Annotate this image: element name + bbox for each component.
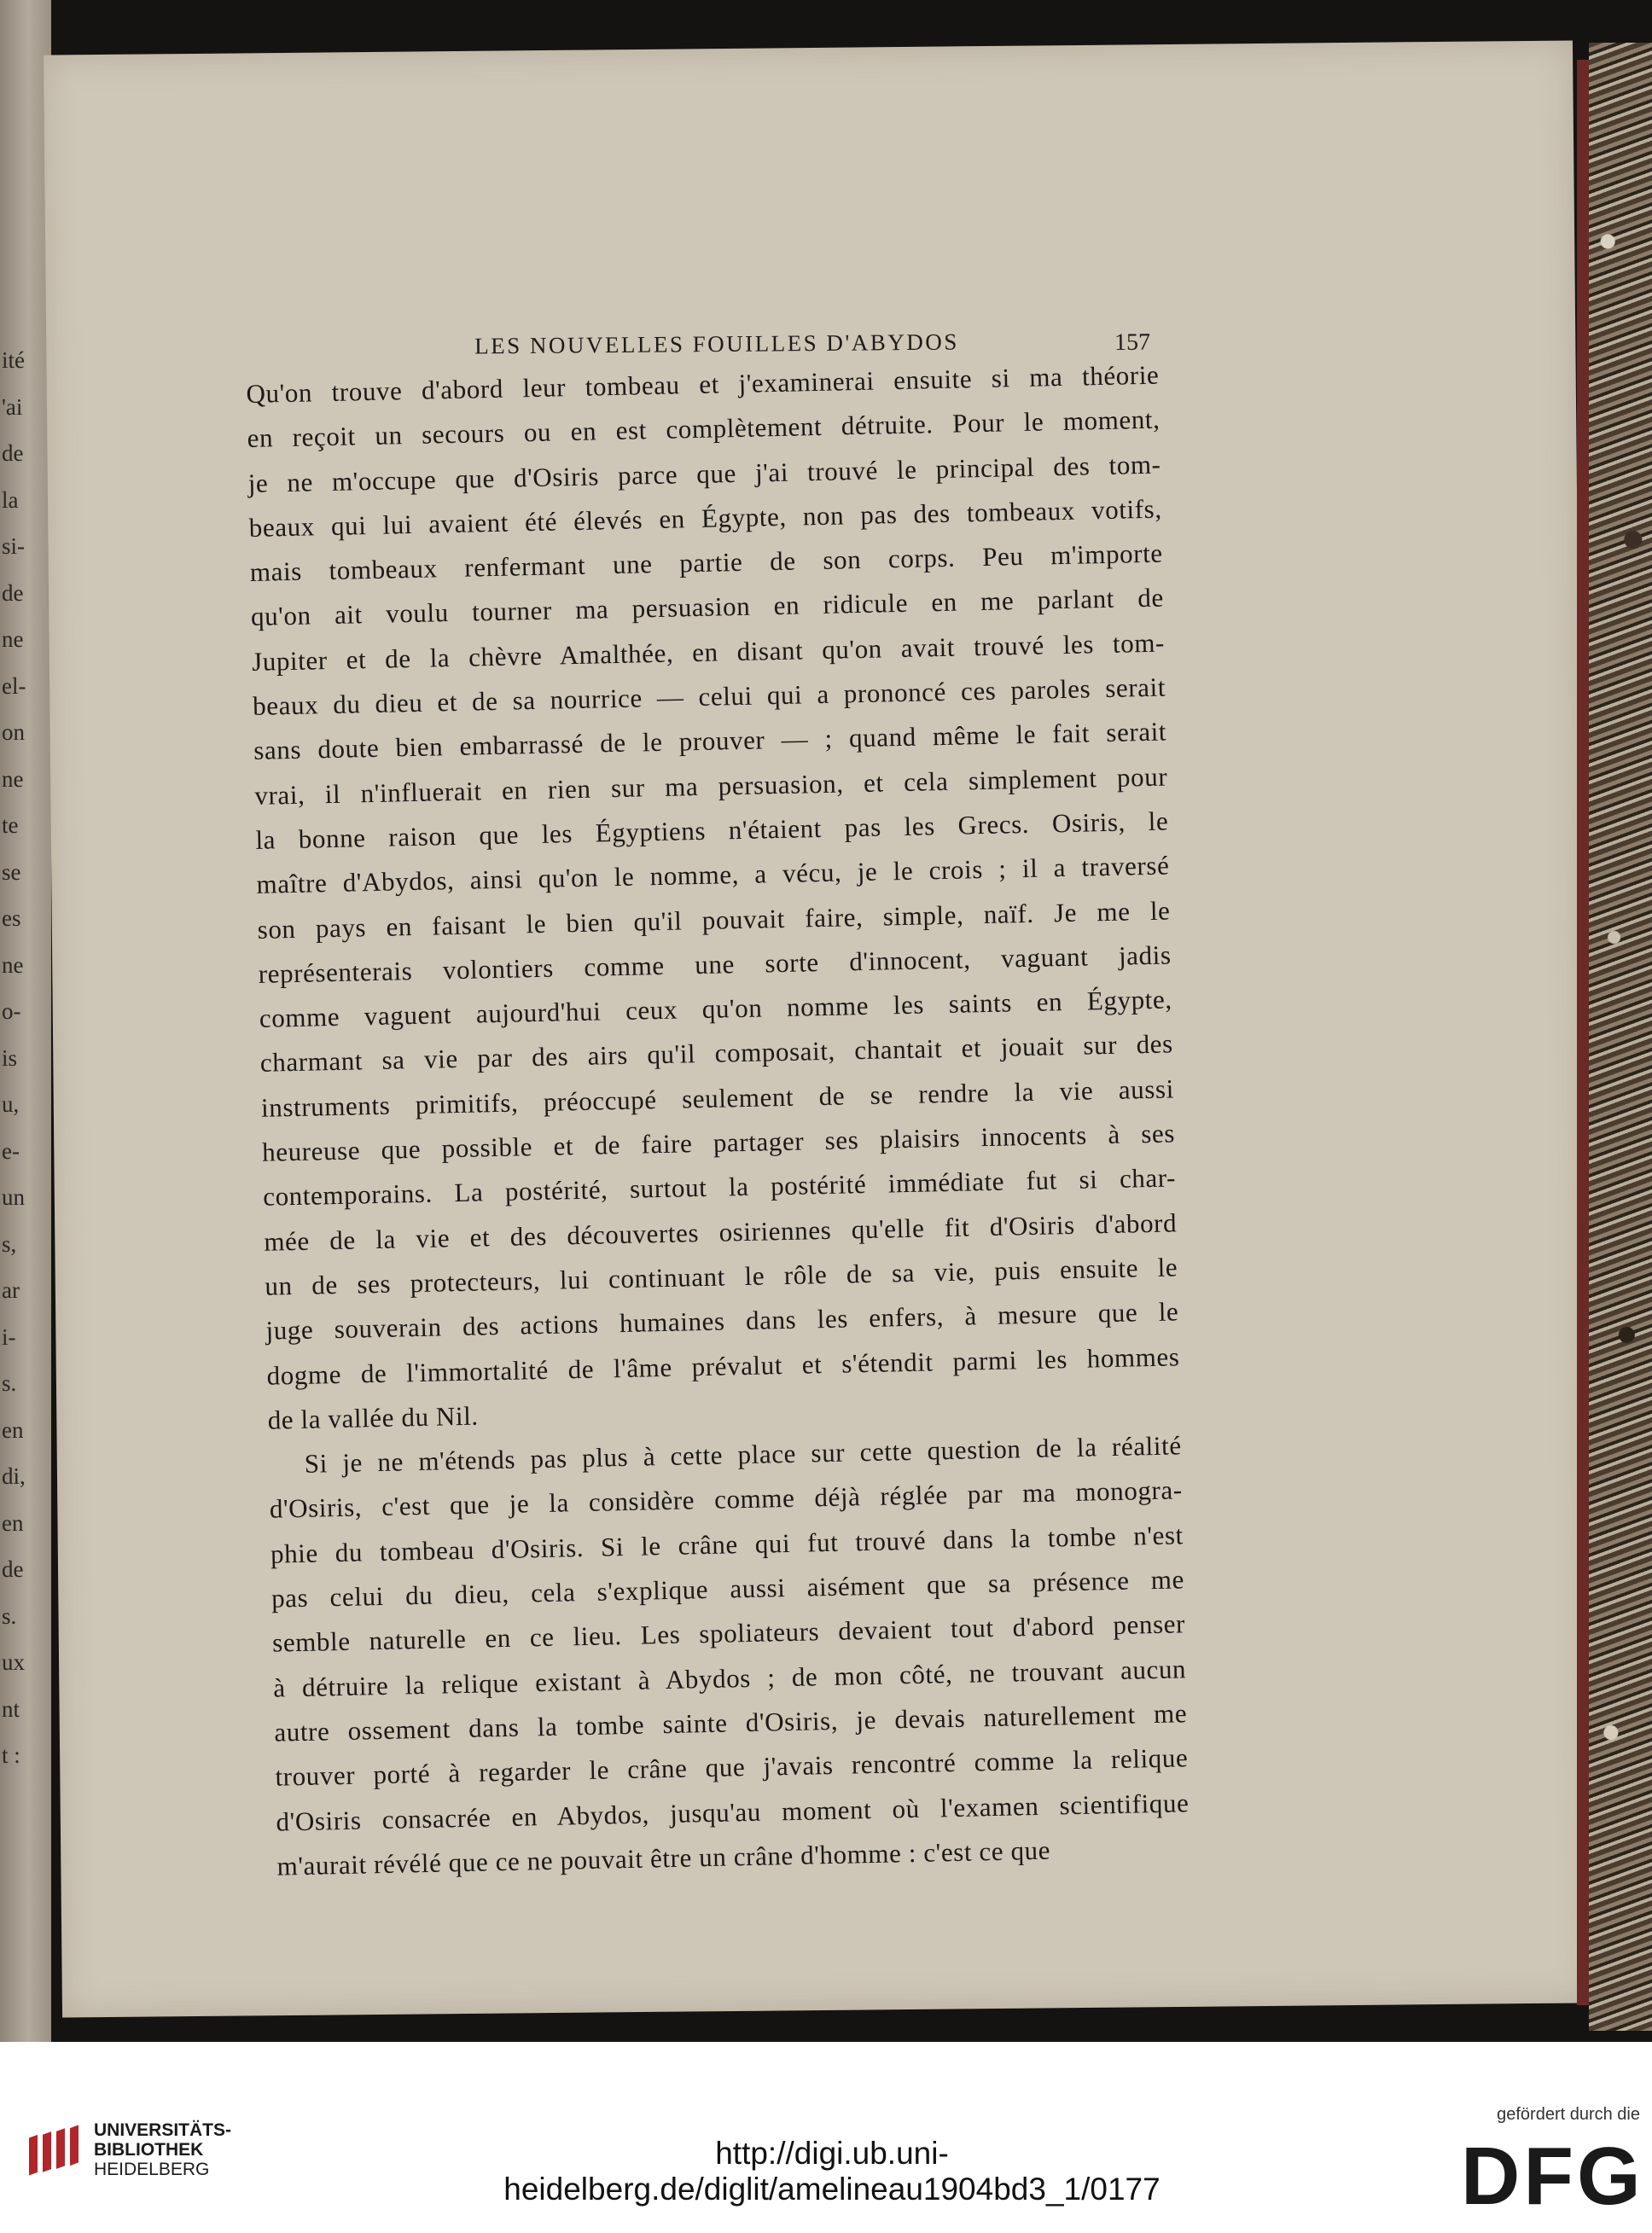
previous-page-fragment: nt: [2, 1695, 20, 1722]
text-line: son pays en faisant le bien qu'il pouvait faire, simple, naïf. Je me le: [257, 895, 1171, 945]
text-line: qu'on ait voulu tourner ma persuasion en ridicule en me parlant de: [250, 583, 1165, 632]
text-line: Si je ne m'étends pas plus à cette place sur cette question de la réalité: [304, 1430, 1182, 1479]
previous-page-fragment: t :: [2, 1742, 20, 1768]
text-line: autre ossement dans la tombe sainte d'Osiris, je devais naturellement me: [274, 1698, 1188, 1747]
previous-page-fragment: es: [2, 905, 21, 931]
text-line: d'Osiris consacrée en Abydos, jusqu'au moment où l'examen scientifique: [276, 1787, 1190, 1837]
text-line: semble naturelle en ce lieu. Les spoliateurs devaient tout d'abord penser: [271, 1608, 1186, 1658]
previous-page-fragment: en: [2, 1509, 24, 1536]
text-line: instruments primitifs, préoccupé seulement de se rendre la vie aussi: [260, 1073, 1175, 1123]
text-line: comme vaguent aujourd'hui ceux qu'on nomme les saints en Égypte,: [259, 984, 1172, 1033]
text-line: beaux qui lui avaient été élevés en Égypte, non pas des tombeaux votifs,: [248, 493, 1162, 543]
previous-page-fragment: s.: [2, 1370, 17, 1396]
body-text: [246, 353, 1190, 1889]
running-header: LES NOUVELLES FOUILLES D'ABYDOS: [474, 329, 959, 359]
text-line: charmant sa vie par des airs qu'il composait, chantait et jouait sur des: [259, 1028, 1174, 1079]
marbled-endpaper: [1589, 43, 1652, 2031]
previous-page-fragment: e-: [2, 1137, 20, 1164]
previous-page-fragment: ne: [2, 626, 24, 652]
text-line: trouver porté à regarder le crâne que j'avais rencontré comme la relique: [275, 1742, 1189, 1792]
page-number: 157: [1114, 329, 1151, 356]
text-line: de la vallée du Nil.: [267, 1400, 480, 1435]
previous-page-fragment: se: [2, 858, 21, 885]
previous-page-fragment: s,: [2, 1230, 17, 1257]
previous-page-fragment: de: [2, 579, 24, 606]
previous-page-fragment: is: [2, 1044, 18, 1071]
library-name-line: BIBLIOTHEK: [94, 2140, 204, 2160]
text-line: pas celui du dieu, cela s'explique aussi aisément que sa présence me: [270, 1564, 1185, 1614]
viewer-footer: [0, 2042, 1652, 2233]
previous-page-fragment: 'ai: [2, 393, 23, 420]
text-line: représenterais volontiers comme une sorte d'innocent, vaguant jadis: [258, 939, 1172, 989]
funding-caption: gefördert durch die: [1497, 2105, 1640, 2124]
library-name-line: UNIVERSITÄTS-: [94, 2120, 232, 2140]
previous-page-text-fragments: [2, 337, 26, 1779]
text-line: un de ses protecteurs, lui continuant le rôle de sa vie, puis ensuite le: [265, 1252, 1178, 1301]
text-line: mais tombeaux renfermant une partie de son corps. Peu m'importe: [249, 538, 1164, 588]
previous-page-fragment: un: [2, 1184, 25, 1210]
text-line: vrai, il n'influerait en rien sur ma persuasion, et cela simplement pour: [254, 761, 1168, 811]
previous-page-fragment: ux: [2, 1649, 25, 1675]
library-name-line: HEIDELBERG: [94, 2160, 210, 2179]
previous-page-fragment: en: [2, 1416, 24, 1443]
text-line: phie du tombeau d'Osiris. Si le crâne qui fut trouvé dans la tombe n'est: [270, 1520, 1184, 1569]
previous-page-fragment: ne: [2, 765, 24, 792]
previous-page-fragment: te: [2, 812, 19, 838]
previous-page-fragment: o-: [2, 998, 21, 1024]
previous-page-fragment: ne: [2, 951, 24, 978]
dfg-logo-icon: DFG: [1461, 2131, 1644, 2222]
text-line: juge souverain des actions humaines dans les enfers, à mesure que le: [265, 1296, 1179, 1346]
page-edge: [1577, 60, 1589, 2005]
text-line: beaux du dieu et de sa nourrice — celui qui a prononcé ces paroles serait: [252, 672, 1166, 721]
text-line: dogme de l'immortalité de l'âme prévalut et s'étendit parmi les hommes: [266, 1340, 1180, 1391]
text-line: heureuse que possible et de faire partager ses plaisirs innocents à ses: [261, 1118, 1176, 1167]
text-line: en reçoit un secours ou en est complètement détruite. Pour le moment,: [247, 404, 1160, 454]
previous-page-fragment: de: [2, 1556, 24, 1582]
text-line: je ne m'occupe que d'Osiris parce que j'ai trouvé le principal des tom-: [247, 449, 1161, 498]
previous-page-fragment: si-: [2, 533, 25, 559]
text-line: d'Osiris, c'est que je la considère comme déjà réglée par ma monogra-: [269, 1474, 1184, 1525]
text-line: m'aurait révélé que ce ne pouvait être un crâne d'homme : c'est ce que: [276, 1835, 1051, 1881]
text-line: à détruire la relique existant à Abydos ; de mon côté, ne trouvant aucun: [272, 1653, 1187, 1703]
text-line: maître d'Abydos, ainsi qu'on le nomme, a vécu, je le crois ; il a traversé: [256, 850, 1170, 900]
previous-page-fragment: di,: [2, 1463, 26, 1489]
previous-page-fragment: on: [2, 719, 25, 745]
previous-page-fragment: i-: [2, 1323, 16, 1350]
text-line: Jupiter et de la chèvre Amalthée, en disant qu'on avait trouvé les tom-: [251, 627, 1166, 677]
previous-page-fragment: s.: [2, 1602, 17, 1629]
text-line: contemporains. La postérité, surtout la postérité immédiate fut si char-: [262, 1162, 1177, 1212]
previous-page-fragment: la: [2, 486, 19, 513]
text-line: Qu'on trouve d'abord leur tombeau et j'examinerai ensuite si ma théorie: [246, 359, 1160, 409]
previous-page-fragment: ité: [2, 347, 25, 373]
previous-page-fragment: de: [2, 440, 24, 466]
previous-page-fragment: u,: [2, 1091, 20, 1117]
previous-page-fragment: el-: [2, 672, 26, 699]
text-line: la bonne raison que les Égyptiens n'étaient pas les Grecs. Osiris, le: [255, 805, 1169, 855]
text-line: sans doute bien embarrassé de le prouver — ; quand même le fait serait: [253, 716, 1167, 766]
university-library-name: [94, 2120, 231, 2179]
university-library-logo-icon: [26, 2120, 87, 2182]
permalink-url[interactable]: http://digi.ub.uni-heidelberg.de/diglit/amelineau1904bd3_1/0177: [503, 2136, 1160, 2207]
previous-page-fragment: ar: [2, 1277, 20, 1303]
previous-page-edge: [0, 0, 51, 2042]
text-line: mée de la vie et des découvertes osiriennes qu'elle fit d'Osiris d'abord: [263, 1207, 1178, 1257]
